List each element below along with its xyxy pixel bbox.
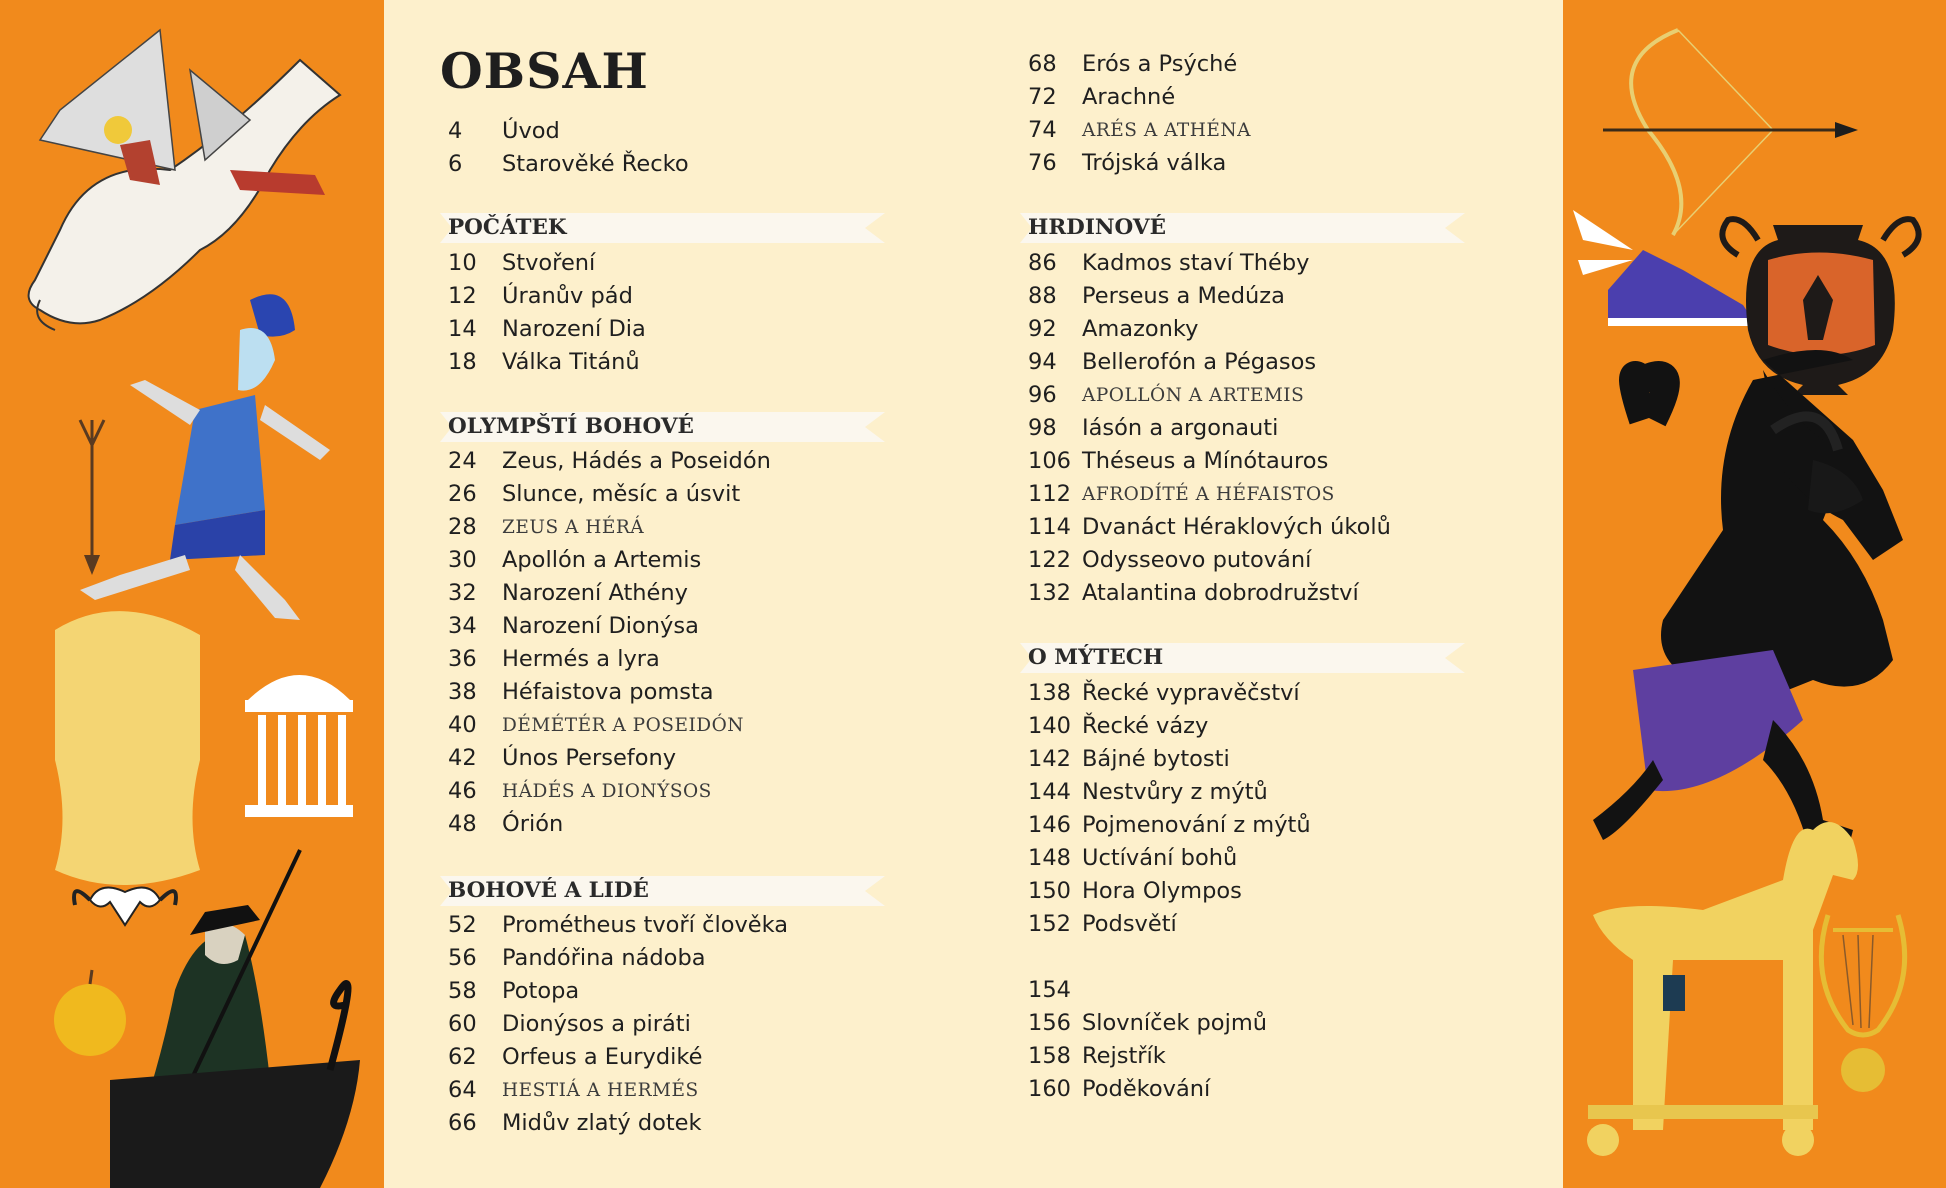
section-banner [440, 412, 885, 442]
ram-skull-icon [74, 888, 176, 926]
entry-title: AFRODÍTÉ A HÉFAISTOS [1082, 484, 1335, 505]
section-banner [1020, 643, 1465, 673]
entry-title: Trójská válka [1082, 150, 1227, 176]
page-number: 154 [1028, 977, 1071, 1003]
page-number: 112 [1028, 481, 1071, 507]
trojan-horse-icon [1587, 822, 1858, 1156]
entry-title: Arachné [1082, 84, 1176, 110]
entry-title: Zeus, Hádés a Poseidón [502, 448, 771, 474]
page-number: 150 [1028, 878, 1071, 904]
entry-title: HÁDÉS A DIONÝSOS [502, 781, 712, 802]
page-number: 92 [1028, 316, 1057, 342]
page-number: 114 [1028, 514, 1071, 540]
entry-title: Slovníček pojmů [1082, 1010, 1267, 1036]
entry-title: Kadmos staví Théby [1082, 250, 1310, 276]
entry-title: Úvod [502, 118, 560, 144]
entry-title: Válka Titánů [502, 349, 640, 375]
entry-title: ZEUS A HÉRÁ [502, 517, 645, 538]
entry-title: Orfeus a Eurydiké [502, 1044, 703, 1070]
entry-title: Dionýsos a piráti [502, 1011, 691, 1037]
fleece-icon [55, 611, 200, 885]
entry-title: Iásón a argonauti [1082, 415, 1279, 441]
entry-title: Erós a Psýché [1082, 51, 1238, 77]
page-number: 146 [1028, 812, 1071, 838]
section-heading: HRDINOVÉ [1028, 215, 1166, 240]
page-number: 158 [1028, 1043, 1071, 1069]
entry-title: Apollón a Artemis [502, 547, 702, 573]
section-heading: O MÝTECH [1028, 645, 1164, 670]
page-number: 86 [1028, 250, 1057, 276]
apple-icon [54, 970, 126, 1056]
page-number: 10 [448, 250, 477, 276]
entry-title: Slunce, měsíc a úsvit [502, 481, 741, 507]
page-number: 28 [448, 514, 477, 540]
pegasus-rider-icon [29, 30, 340, 330]
page-number: 140 [1028, 713, 1071, 739]
entry-title: Řecké vypravěčství [1082, 680, 1300, 706]
entry-title: Úranův pád [502, 283, 633, 309]
section-banner [440, 876, 885, 906]
left-illustration-panel [0, 0, 384, 1188]
entry-title: Uctívání bohů [1082, 845, 1238, 871]
entry-title: Starověké Řecko [502, 151, 689, 177]
entry-title: Potopa [502, 978, 580, 1004]
entry-title: Atalantina dobrodružství [1082, 580, 1359, 606]
entry-title: Rejstřík [1082, 1043, 1166, 1069]
page-number: 122 [1028, 547, 1071, 573]
page-number: 32 [448, 580, 477, 606]
entry-title: Hora Olympos [1082, 878, 1242, 904]
page-number: 42 [448, 745, 477, 771]
page-number: 4 [448, 118, 463, 144]
entry-title: Midův zlatý dotek [502, 1110, 702, 1136]
entry-title: Poděkování [1082, 1076, 1211, 1102]
page-number: 38 [448, 679, 477, 705]
entry-title: Hermés a lyra [502, 646, 660, 672]
page-number: 68 [1028, 51, 1057, 77]
page-number: 56 [448, 945, 477, 971]
arrow-icon [80, 420, 104, 575]
page-number: 36 [448, 646, 477, 672]
entry-title: Pojmenování z mýtů [1082, 812, 1311, 838]
section-heading: OLYMPŠTÍ BOHOVÉ [448, 414, 694, 439]
entry-title: Amazonky [1082, 316, 1199, 342]
entry-title: Pandóřina nádoba [502, 945, 706, 971]
page-number: 40 [448, 712, 477, 738]
page-number: 34 [448, 613, 477, 639]
entry-title: Bájné bytosti [1082, 746, 1230, 772]
page-number: 106 [1028, 448, 1071, 474]
page-title: OBSAH [440, 42, 649, 100]
entry-title: Narození Dionýsa [502, 613, 699, 639]
entry-title: Narození Athény [502, 580, 688, 606]
entry-title: Perseus a Medúza [1082, 283, 1285, 309]
section-banner [440, 213, 885, 243]
entry-title: Bellerofón a Pégasos [1082, 349, 1317, 375]
page-number: 66 [448, 1110, 477, 1136]
entry-title: ARÉS A ATHÉNA [1082, 120, 1251, 141]
lyre-icon [1821, 915, 1904, 1092]
section-heading: POČÁTEK [448, 215, 567, 240]
page-number: 12 [448, 283, 477, 309]
page-number: 24 [448, 448, 477, 474]
entry-title: Prométheus tvoří člověka [502, 912, 789, 938]
page-number: 18 [448, 349, 477, 375]
page-number: 30 [448, 547, 477, 573]
entry-title: Odysseovo putování [1082, 547, 1312, 573]
page-number: 64 [448, 1077, 477, 1103]
entry-title: Nestvůry z mýtů [1082, 779, 1268, 805]
warrior-icon [80, 294, 330, 620]
entry-title: Řecké vázy [1082, 713, 1209, 739]
section-banner [1020, 213, 1465, 243]
bow-icon [1603, 30, 1858, 235]
page-number: 74 [1028, 117, 1057, 143]
vase-icon [1722, 219, 1918, 395]
page-number: 144 [1028, 779, 1071, 805]
temple-icon [245, 675, 353, 817]
page-number: 94 [1028, 349, 1057, 375]
page-number: 98 [1028, 415, 1057, 441]
page-number: 60 [448, 1011, 477, 1037]
page-number: 160 [1028, 1076, 1071, 1102]
entry-title: Narození Dia [502, 316, 646, 342]
section-heading: BOHOVÉ A LIDÉ [448, 878, 649, 903]
entry-title: Stvoření [502, 250, 596, 276]
page-number: 14 [448, 316, 477, 342]
page-number: 142 [1028, 746, 1071, 772]
page-number: 96 [1028, 382, 1057, 408]
entry-title: Dvanáct Héraklových úkolů [1082, 514, 1391, 540]
page-number: 132 [1028, 580, 1071, 606]
entry-title: APOLLÓN A ARTEMIS [1082, 385, 1305, 406]
page-number: 52 [448, 912, 477, 938]
entry-title: Théseus a Mínótauros [1082, 448, 1329, 474]
page-number: 48 [448, 811, 477, 837]
right-illustration-panel [1563, 0, 1946, 1188]
entry-title: HESTIÁ A HERMÉS [502, 1080, 699, 1101]
page-number: 76 [1028, 150, 1057, 176]
minotaur-icon [1593, 350, 1903, 850]
page-number: 152 [1028, 911, 1071, 937]
page-number: 148 [1028, 845, 1071, 871]
entry-title: Órión [502, 811, 564, 837]
entry-title: Héfaistova pomsta [502, 679, 714, 705]
page-number: 46 [448, 778, 477, 804]
page-number: 156 [1028, 1010, 1071, 1036]
page-number: 26 [448, 481, 477, 507]
page-number: 6 [448, 151, 463, 177]
page-number: 138 [1028, 680, 1071, 706]
page-number: 88 [1028, 283, 1057, 309]
page-number: 72 [1028, 84, 1057, 110]
page-number: 62 [448, 1044, 477, 1070]
entry-title: Podsvětí [1082, 911, 1177, 937]
entry-title: Únos Persefony [502, 745, 677, 771]
page-number: 58 [448, 978, 477, 1004]
entry-title: DÉMÉTÉR A POSEIDÓN [502, 715, 744, 736]
